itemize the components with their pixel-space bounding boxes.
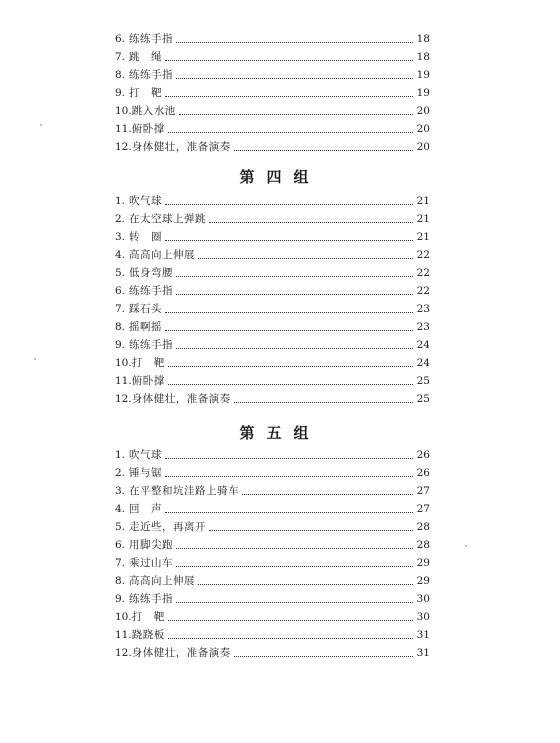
toc-entry-title: 跳 绳 [129,51,162,63]
toc-entry-title: 吹气球 [129,449,162,461]
toc-entry-number: 11. [115,629,132,641]
toc-entry-page-number: 21 [416,231,430,243]
toc-entry[interactable] [115,138,430,156]
toc-entry-title: 在平整和坑洼路上骑车 [129,485,239,497]
toc-entry-page-number: 21 [416,213,430,225]
toc-entry-page-number: 23 [416,321,430,333]
toc-entry-title: 低身弯腰 [129,267,173,279]
toc-entry-title: 回 声 [129,503,162,515]
dot-leader [165,452,413,459]
toc-entry-page-number: 27 [416,503,430,515]
toc-entry-number: 1. [115,195,126,207]
dot-leader [209,524,413,531]
toc-entry[interactable] [115,246,430,264]
scan-speck [465,545,467,547]
toc-entry-number: 4. [115,249,126,261]
toc-list-group-four [115,192,430,408]
toc-entry-page-number: 20 [416,141,430,153]
toc-entry-number: 4. [115,503,126,515]
toc-entry-title: 练练手指 [129,69,173,81]
toc-entry-title: 练练手指 [129,593,173,605]
toc-entry-title: 高高向上伸展 [129,575,195,587]
toc-entry-title: 跳入水池 [131,105,176,117]
dot-leader [168,632,413,639]
toc-entry-page-number: 24 [416,339,430,351]
toc-entry[interactable] [115,192,430,210]
toc-entry-number: 6. [115,33,126,45]
toc-entry-page-number: 29 [416,575,430,587]
toc-entry[interactable] [115,390,430,408]
toc-entry-page-number: 21 [416,195,430,207]
toc-entry-number: 5. [115,267,126,279]
toc-entry[interactable] [115,536,430,554]
toc-entry[interactable] [115,372,430,390]
dot-leader [176,288,413,295]
toc-entry-title: 转 圈 [129,231,162,243]
toc-entry[interactable] [115,354,430,372]
toc-entry-number: 12. [115,647,132,659]
toc-entry-page-number: 30 [416,611,430,623]
toc-entry-number: 7. [115,51,126,63]
toc-entry-number: 6. [115,539,126,551]
toc-entry[interactable] [115,590,430,608]
dot-leader [209,216,413,223]
toc-entry-number: 6. [115,285,126,297]
toc-entry[interactable] [115,336,430,354]
toc-entry-page-number: 28 [416,539,430,551]
dot-leader [165,506,413,513]
toc-entry-title: 俯卧撑 [131,375,165,387]
toc-entry-number: 10. [115,357,132,369]
toc-entry[interactable] [115,446,430,464]
toc-entry[interactable] [115,554,430,572]
toc-entry-number: 3. [115,485,126,497]
toc-entry[interactable] [115,282,430,300]
toc-entry[interactable] [115,264,430,282]
dot-leader [176,36,413,43]
toc-entry-number: 11. [115,123,132,135]
toc-entry-title: 高高向上伸展 [129,249,195,261]
toc-entry-page-number: 22 [416,285,430,297]
toc-entry-number: 12. [115,141,132,153]
dot-leader [165,470,413,477]
toc-entry-title: 练练手指 [129,33,173,45]
toc-entry[interactable] [115,30,430,48]
dot-leader [165,54,413,61]
toc-entry[interactable] [115,228,430,246]
dot-leader [176,542,413,549]
toc-entry-title: 跷跷板 [131,629,165,641]
dot-leader [165,198,413,205]
toc-entry-title: 打 靶 [129,87,162,99]
dot-leader [165,90,413,97]
toc-entry-title: 吹气球 [129,195,162,207]
toc-entry-title: 身体健壮，准备演奏 [131,647,231,659]
toc-entry-page-number: 25 [416,375,430,387]
toc-entry-page-number: 19 [416,69,430,81]
scan-speck [34,358,36,360]
toc-entry-title: 练练手指 [129,339,173,351]
dot-leader [168,614,413,621]
toc-entry-number: 12. [115,393,132,405]
toc-entry-page-number: 30 [416,593,430,605]
toc-entry-title: 用脚尖跑 [129,539,173,551]
toc-entry[interactable] [115,66,430,84]
toc-entry-number: 7. [115,303,126,315]
toc-entry-page-number: 23 [416,303,430,315]
toc-entry-title: 摇啊摇 [129,321,162,333]
toc-entry-number: 8. [115,69,126,81]
dot-leader [234,650,413,657]
toc-entry[interactable] [115,120,430,138]
toc-entry-page-number: 18 [416,51,430,63]
toc-entry-number: 9. [115,87,126,99]
dot-leader [176,72,413,79]
toc-entry[interactable] [115,48,430,66]
toc-entry-number: 2. [115,467,126,479]
toc-entry-number: 8. [115,321,126,333]
toc-entry-number: 5. [115,521,126,533]
toc-entry-page-number: 22 [416,249,430,261]
dot-leader [234,144,413,151]
dot-leader [176,270,413,277]
toc-entry-title: 身体健壮，准备演奏 [131,393,231,405]
dot-leader [198,578,413,585]
dot-leader [165,306,413,313]
toc-entry[interactable] [115,482,430,500]
toc-entry-title: 走近些，再离开 [129,521,206,533]
dot-leader [179,108,413,115]
toc-entry-number: 1. [115,449,126,461]
toc-entry-page-number: 31 [416,629,430,641]
toc-entry-page-number: 31 [416,647,430,659]
toc-entry[interactable] [115,210,430,228]
toc-entry-number: 11. [115,375,132,387]
toc-entry-title: 乘过山车 [129,557,173,569]
toc-entry[interactable] [115,518,430,536]
toc-entry-page-number: 20 [416,123,430,135]
toc-entry-page-number: 25 [416,393,430,405]
toc-entry-page-number: 26 [416,449,430,461]
dot-leader [176,342,413,349]
dot-leader [176,596,413,603]
toc-entry-page-number: 18 [416,33,430,45]
toc-entry-title: 练练手指 [129,285,173,297]
toc-entry-page-number: 22 [416,267,430,279]
toc-entry-title: 在太空球上弹跳 [129,213,206,225]
toc-entry-page-number: 27 [416,485,430,497]
dot-leader [168,360,413,367]
toc-entry-number: 9. [115,593,126,605]
toc-entry-page-number: 28 [416,521,430,533]
toc-entry[interactable] [115,572,430,590]
toc-list-group-five [115,446,430,662]
dot-leader [168,126,413,133]
toc-entry-number: 10. [115,611,132,623]
toc-entry[interactable] [115,464,430,482]
toc-entry[interactable] [115,644,430,662]
toc-entry-number: 8. [115,575,126,587]
toc-entry-title: 锤与锯 [129,467,162,479]
dot-leader [165,324,413,331]
toc-entry-number: 7. [115,557,126,569]
toc-entry-page-number: 29 [416,557,430,569]
dot-leader [198,252,413,259]
section-heading-group-four: 第四组 [239,168,321,186]
toc-entry[interactable] [115,102,430,120]
toc-entry-title: 打 靶 [131,611,165,623]
dot-leader [165,234,413,241]
toc-entry-title: 踩石头 [129,303,162,315]
toc-entry-page-number: 24 [416,357,430,369]
toc-entry-title: 俯卧撑 [131,123,165,135]
toc-entry-number: 2. [115,213,126,225]
toc-entry-number: 10. [115,105,132,117]
section-heading-group-five: 第五组 [239,424,321,442]
toc-entry[interactable] [115,608,430,626]
toc-entry[interactable] [115,300,430,318]
toc-entry-number: 3. [115,231,126,243]
toc-entry-page-number: 19 [416,87,430,99]
scan-speck [40,124,42,126]
toc-entry[interactable] [115,318,430,336]
toc-list-group-three-continued [115,30,430,156]
toc-entry[interactable] [115,84,430,102]
dot-leader [168,378,413,385]
toc-entry-number: 9. [115,339,126,351]
toc-entry[interactable] [115,626,430,644]
dot-leader [234,396,413,403]
toc-entry-page-number: 20 [416,105,430,117]
toc-entry-page-number: 26 [416,467,430,479]
dot-leader [242,488,413,495]
toc-entry[interactable] [115,500,430,518]
toc-entry-title: 打 靶 [131,357,165,369]
toc-entry-title: 身体健壮，准备演奏 [131,141,231,153]
dot-leader [176,560,413,567]
